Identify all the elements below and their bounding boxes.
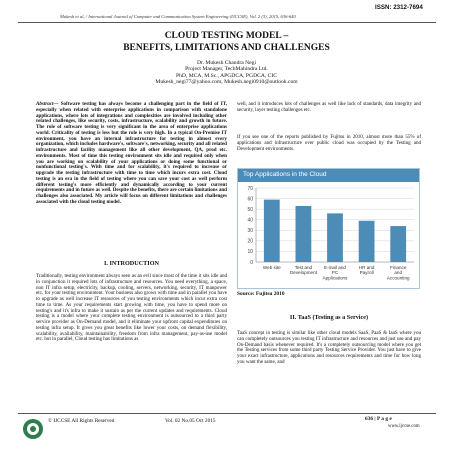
running-header: Mukesh et al, / International Journal of Computer and Communication System Engineering (IJCCSE), Vol. 2 (3), 2015, 636-640 [60, 14, 296, 19]
figure-source: Source: Fujitsu 2010 [237, 291, 285, 297]
bar [264, 200, 280, 262]
abstract-label: Abstract [36, 101, 54, 107]
journal-website: www.ijccse.com [388, 424, 420, 429]
y-tick-label: 10 [247, 249, 253, 256]
bar [327, 213, 343, 262]
chart-title-bar [238, 169, 419, 182]
bar-chart [238, 182, 419, 288]
x-tick-label: HR and Payroll [358, 265, 375, 276]
author-name: Dr. Mukesh Chandra Negi [196, 60, 257, 66]
abstract [36, 102, 227, 206]
y-tick-label: 40 [247, 217, 253, 224]
y-tick-label: 30 [247, 228, 253, 235]
y-tick-label: 0 [250, 259, 253, 266]
chart-figure [237, 168, 420, 289]
bar [359, 221, 375, 262]
y-tick-label: 70 [247, 185, 253, 192]
x-tick-label: E-mail and PC Applications [322, 265, 348, 281]
y-tick-label: 20 [247, 238, 253, 245]
right-paragraph-3: TaaS concept in testing is similar like other cloud models SaaS, PaaS & IaaS where you can completely outsources you testing IT infrastructure and resources and just use and pay On-Demand basis whenever required. It's a completely outsourcing model where you get the Testing services from some third party Testing Service Provider. You just have to give your exact infrastructure, applications and resources requirements and time for how long you want the same, and [237, 330, 421, 365]
footer-divider [18, 413, 436, 414]
bar [296, 206, 312, 262]
header-divider [18, 22, 436, 23]
page-number: 636 | P a g e [365, 416, 392, 422]
journal-logo-icon [22, 418, 44, 440]
author-degrees: PhD, MCA, M.Sc., APGDCA, PGDCA, CIC [175, 72, 278, 79]
x-tick-label: Finance and Accounting [386, 265, 410, 281]
footer-copyright: © IJCCSE All Rights Reserved [48, 418, 115, 424]
author-role: Project Manager, TechMahindra Ltd. [185, 66, 268, 73]
section-heading-taas: II. TaaS (Testing as a Service) [289, 314, 369, 321]
x-tick-label: Web site [262, 265, 281, 270]
y-tick-label: 50 [247, 206, 253, 213]
right-paragraph-2: If you see one of the reports published by Fujitsu in 2010, almost more than 55% of applications and infrastructure over public cloud was occupied by the Testing and Development environments. [237, 134, 421, 152]
right-paragraph-1: well, and it introduces lots of challenges as well like lack of standards, data integrity and security, layer testing challenges etc. [237, 101, 421, 113]
author-block [0, 60, 453, 86]
title-line-2: BENEFITS, LIMITATIONS AND CHALLENGES [123, 42, 330, 53]
author-email: Mukesh_negi77@yahoo.com, Mukesh.negi0910@outlook.com [155, 79, 298, 86]
issn: ISSN: 2312-7694 [375, 4, 423, 11]
paper-title [0, 31, 453, 54]
bar [390, 226, 406, 262]
y-tick-label: 60 [247, 196, 253, 203]
footer-volume: Vol. 02 No.05 Oct 2015 [165, 418, 216, 424]
abstract-text: — Software testing has always become a challenging part in the field of IT, especially when related with enterprise applications in comparison with standalone applications, where lots of integrations and complexities are involved including other related challenges, like security, costs, infrastructure, scalability and growth in future. The role of software testing is very significant in the area of enterprise applications world. Criticality of testing is less but the role is very high. In a typical On-Premise IT environment, you have an internal infrastructure for testing in almost every organization, which includes hardware's, software's, networking, security and all related infrastructure and facility management like all other development, QA, prod etc. environments. Most of time this testing environment sits idle and required only when you are working on scalability of your applications or doing some functional or nonfunctional testing's. With time and for scalability, it's required to increase or upgrade the testing infrastructure with time to time which incurs extra cost. Cloud testing is an era in the field of testing where you can save your cost as well perform different testing's more efficiently and dynamically according to your current requirements and in future as well. Despite the benefits, there are certain limitations and challenges also associated. My article will focus on different limitations and challenges associated with the cloud testing model. [36, 101, 227, 205]
introduction-text: Traditionally, testing environment always seen as an evil since most of the time it sits idle and in conjunction it required lots of infrastructure and resources. You need everything, a space, non IT infra setup, electricity, backup, cooling, servers, networking, security, IT manpower etc. for your testing environment. Your business also grows with time and in parallel you have to upgrade as well increase IT resources of you testing environments which incur extra cost time to time. As your requirements start growing with time, you have to spend more on testing's and it's infra to make it sustain as per the current updates and requirements. Cloud testing is a model where your complete testing environment is outsourced to a third party service provider as On-Demand model, and it eliminate your upfront capital expenditures on testing infra setup. It gives you great benefits like lower your costs, on demand flexibility, scalability, availability, maintainability, freedom from infra management, pay-as-use model etc. but in parallel, Cloud testing has limitations as [36, 273, 227, 343]
title-line-1: CLOUD TESTING MODEL – [164, 31, 289, 41]
chart-title: Top Applications in the Cloud [243, 171, 327, 178]
section-heading-introduction: I. INTRODUCTION [103, 260, 159, 267]
x-tick-label: Test and Development [289, 265, 317, 276]
